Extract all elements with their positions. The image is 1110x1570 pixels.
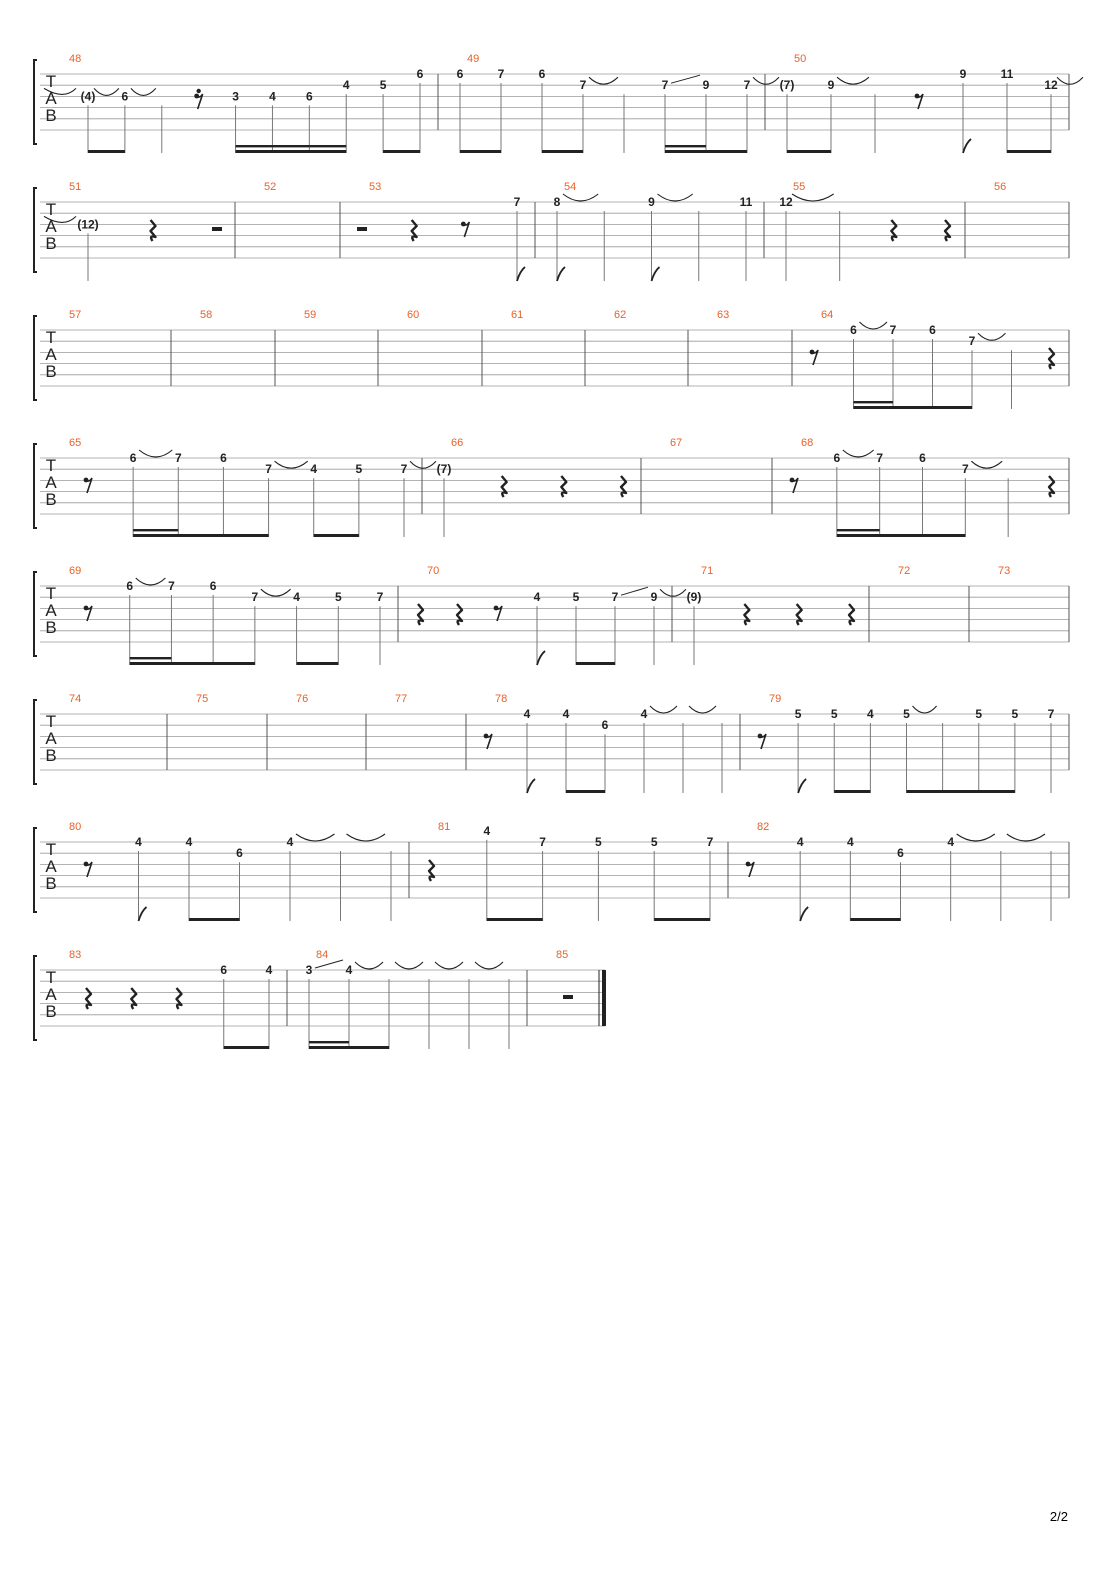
measure-number: 74: [69, 693, 82, 705]
fret-number: 7: [579, 78, 587, 93]
fret-number: 7: [251, 590, 259, 605]
tab-clef-letter: A: [45, 345, 57, 364]
measure-number: 79: [769, 693, 782, 705]
measure-78: [484, 693, 722, 793]
tie-arc: [94, 88, 119, 95]
quarter-rest: [561, 476, 566, 497]
fret-number: 6: [416, 67, 424, 81]
measure-number: 67: [670, 437, 683, 449]
slide-line: [315, 960, 343, 968]
measure-65: [69, 437, 436, 537]
tie-arc: [650, 706, 677, 713]
tab-clef-letter: A: [45, 89, 57, 108]
quarter-rest: [151, 220, 156, 241]
fret-number: 6: [305, 89, 313, 104]
beam: [236, 150, 347, 153]
measure-70: [418, 565, 686, 665]
measure-73: [998, 565, 1010, 577]
beam: [88, 150, 125, 153]
tab-clef-letter: T: [45, 712, 57, 731]
measure-number: 61: [511, 309, 524, 321]
fret-number: 7: [661, 78, 669, 93]
beam: [837, 534, 966, 537]
fret-number: 6: [126, 579, 134, 593]
beam: [314, 534, 359, 537]
tie-arc: [957, 834, 995, 841]
fret-number: 6: [236, 846, 243, 861]
measure-number: 53: [369, 181, 382, 193]
tab-clef-letter: A: [45, 473, 57, 492]
measure-56: [994, 181, 1006, 193]
measure-84: [306, 949, 509, 1049]
fret-number: 9: [959, 67, 967, 81]
eighth-flag: [800, 907, 808, 921]
tab-clef-letter: T: [45, 200, 57, 219]
tie-arc: [753, 77, 779, 84]
fret-number: (4): [80, 89, 96, 104]
beam: [224, 1046, 269, 1049]
beam: [460, 150, 501, 153]
measure-number: 56: [994, 181, 1007, 193]
fret-number: 4: [269, 89, 276, 104]
tie-arc: [589, 77, 618, 84]
tie-arc: [139, 450, 172, 457]
eighth-flag: [139, 907, 147, 921]
measure-number: 72: [898, 565, 911, 577]
tab-clef-letter: B: [45, 490, 57, 509]
fret-number: 6: [833, 451, 841, 465]
tie-arc: [395, 962, 423, 969]
measure-59: [304, 309, 316, 321]
sixteenth-beam: [130, 657, 172, 659]
quarter-rest: [457, 604, 462, 625]
measure-58: [200, 309, 212, 321]
measure-61: [511, 309, 523, 321]
measure-48: [44, 53, 424, 153]
quarter-rest: [412, 220, 417, 241]
measure-80: [69, 821, 391, 921]
sixteenth-beam: [133, 529, 178, 531]
beam: [487, 918, 543, 921]
eighth-flag: [517, 267, 525, 281]
quarter-rest: [797, 604, 802, 625]
measure-67: [670, 437, 682, 449]
tie-arc: [435, 962, 463, 969]
tab-clef-letter: A: [45, 217, 57, 236]
fret-number: (7): [436, 462, 452, 477]
tie-arc: [658, 194, 693, 201]
measure-53: [357, 181, 525, 281]
system-bracket: [34, 316, 37, 400]
tab-clef-letter: A: [45, 729, 57, 748]
measure-number: 78: [495, 693, 508, 705]
beam: [787, 150, 831, 153]
fret-number: (9): [686, 590, 702, 605]
quarter-rest: [621, 476, 626, 497]
measure-number: 82: [757, 821, 770, 833]
fret-number: (7): [779, 78, 795, 93]
tab-clef-letter: B: [45, 874, 57, 893]
measure-75: [196, 693, 208, 705]
measure-54: [554, 181, 753, 281]
tie-arc: [843, 450, 874, 457]
tab-clef-letter: T: [45, 72, 57, 91]
fret-number: 4: [310, 462, 318, 477]
measure-number: 85: [556, 949, 569, 961]
fret-number: 7: [743, 78, 751, 93]
fret-number: 4: [867, 707, 874, 721]
tie-arc: [355, 962, 383, 969]
sixteenth-rest-dot: [196, 89, 200, 93]
quarter-rest: [502, 476, 507, 497]
fret-number: 12: [1044, 78, 1058, 93]
beam: [189, 918, 240, 921]
measure-number: 66: [451, 437, 464, 449]
measure-55: [779, 181, 950, 281]
tab-clef-letter: A: [45, 985, 57, 1004]
fret-number: 7: [168, 579, 175, 593]
half-rest: [212, 227, 222, 231]
beam: [1007, 150, 1051, 153]
fret-number: 7: [513, 195, 521, 209]
beam: [850, 918, 900, 921]
fret-number: 7: [400, 462, 408, 477]
tie-arc: [275, 461, 308, 468]
tab-clef-letter: B: [45, 1002, 57, 1021]
tab-system: [34, 53, 1083, 153]
half-rest: [563, 995, 573, 999]
fret-number: 11: [1000, 67, 1014, 81]
beam: [130, 662, 255, 665]
tab-clef-letter: T: [45, 840, 57, 859]
tab-system: [34, 949, 606, 1049]
tab-system: [34, 181, 1069, 281]
measure-60: [407, 309, 419, 321]
fret-number: 4: [342, 78, 350, 93]
tie-arc: [660, 589, 686, 596]
fret-number: (12): [77, 217, 99, 232]
eighth-flag: [557, 267, 565, 281]
measure-number: 81: [438, 821, 451, 833]
quarter-rest: [1049, 348, 1054, 369]
measure-number: 80: [69, 821, 82, 833]
fret-number: 9: [827, 78, 835, 93]
measure-83: [69, 949, 273, 1049]
tie-arc: [792, 194, 834, 201]
fret-number: 3: [305, 963, 313, 977]
fret-number: 5: [379, 78, 387, 93]
measure-number: 58: [200, 309, 213, 321]
fret-number: 6: [456, 67, 464, 81]
slide-line: [621, 587, 648, 595]
measure-71: [687, 565, 854, 665]
measure-number: 68: [801, 437, 814, 449]
measure-68: [790, 437, 1054, 537]
fret-number: 7: [497, 67, 505, 81]
fret-number: 4: [796, 835, 804, 849]
fret-number: 7: [1047, 707, 1055, 721]
tie-arc: [136, 578, 166, 585]
measure-number: 77: [395, 693, 408, 705]
fret-number: 5: [595, 835, 602, 849]
fret-number: 4: [185, 835, 193, 849]
fret-number: 4: [846, 835, 854, 849]
eighth-flag: [963, 139, 971, 153]
measure-62: [614, 309, 626, 321]
fret-number: 5: [975, 707, 983, 721]
beam: [309, 1046, 389, 1049]
quarter-rest: [891, 220, 896, 241]
fret-number: 7: [539, 835, 546, 849]
fret-number: 5: [794, 707, 802, 721]
fret-number: 6: [220, 451, 227, 465]
fret-number: 6: [209, 579, 217, 593]
fret-number: 5: [334, 590, 342, 605]
fret-number: 6: [538, 67, 546, 81]
system-bracket: [34, 700, 37, 784]
fret-number: 4: [293, 590, 300, 605]
quarter-rest: [177, 988, 182, 1009]
tab-clef-letter: T: [45, 968, 57, 987]
beam: [297, 662, 339, 665]
half-rest: [357, 227, 367, 231]
measure-77: [395, 693, 407, 705]
beam: [383, 150, 420, 153]
measure-49: [457, 53, 779, 153]
fret-number: 7: [889, 323, 897, 337]
measure-74: [69, 693, 81, 705]
tab-system: [34, 565, 1069, 665]
page-number: 2/2: [1049, 1509, 1068, 1524]
measure-number: 71: [701, 565, 714, 577]
measure-number: 64: [821, 309, 834, 321]
fret-number: 8: [553, 195, 561, 209]
measure-69: [69, 565, 384, 665]
tie-arc: [296, 834, 335, 841]
system-bracket: [34, 444, 37, 528]
fret-number: 4: [640, 707, 648, 721]
tab-clef-letter: A: [45, 857, 57, 876]
tab-clef-letter: T: [45, 328, 57, 347]
quarter-rest: [418, 604, 423, 625]
tab-clef-letter: B: [45, 746, 57, 765]
tab-clef-letter: B: [45, 106, 57, 125]
sixteenth-beam: [236, 145, 273, 147]
measure-number: 65: [69, 437, 82, 449]
eighth-flag: [798, 779, 806, 793]
measure-72: [898, 565, 910, 577]
measure-number: 60: [407, 309, 420, 321]
measure-number: 50: [794, 53, 807, 65]
tie-arc: [131, 88, 156, 95]
fret-number: 6: [220, 963, 228, 977]
eighth-flag: [652, 267, 660, 281]
measure-number: 75: [196, 693, 209, 705]
measure-number: 84: [316, 949, 329, 961]
tab-system: [34, 821, 1069, 921]
measure-50: [780, 53, 1083, 153]
system-bracket: [34, 60, 37, 144]
fret-number: 9: [648, 195, 655, 209]
tie-arc: [1057, 77, 1083, 84]
fret-number: 7: [876, 451, 884, 465]
quarter-rest: [744, 604, 749, 625]
tie-arc: [971, 461, 1002, 468]
measure-number: 54: [564, 181, 577, 193]
eighth-flag: [527, 779, 535, 793]
system-bracket: [34, 828, 37, 912]
system-bracket: [34, 188, 37, 272]
measure-number: 59: [304, 309, 317, 321]
measure-79: [758, 693, 1055, 793]
quarter-rest: [1049, 476, 1054, 497]
measure-76: [296, 693, 308, 705]
sixteenth-beam: [665, 145, 706, 147]
tab-system: [34, 309, 1069, 409]
measure-57: [69, 309, 81, 321]
tie-arc: [563, 194, 598, 201]
fret-number: 4: [562, 707, 570, 721]
sixteenth-beam: [272, 145, 309, 147]
fret-number: 9: [650, 590, 658, 605]
measure-82: [746, 821, 1051, 921]
tab-clef-letter: T: [45, 584, 57, 603]
fret-number: 5: [650, 835, 658, 849]
measure-52: [264, 181, 276, 193]
measure-81: [429, 821, 714, 921]
tab-clef-letter: A: [45, 601, 57, 620]
fret-number: 6: [850, 323, 857, 337]
beam: [542, 150, 583, 153]
tie-arc: [410, 461, 436, 468]
fret-number: 7: [961, 462, 969, 477]
quarter-rest: [131, 988, 136, 1009]
tab-clef-letter: B: [45, 618, 57, 637]
fret-number: 6: [121, 89, 129, 104]
fret-number: 4: [286, 835, 294, 849]
slide-line: [671, 75, 700, 83]
tab-system: [34, 693, 1069, 793]
sixteenth-beam: [854, 401, 894, 403]
fret-number: 5: [1011, 707, 1019, 721]
eighth-flag: [537, 651, 545, 665]
beam: [133, 534, 268, 537]
fret-number: 4: [533, 590, 541, 605]
measure-number: 52: [264, 181, 277, 193]
tie-arc: [261, 589, 291, 596]
tie-arc: [475, 962, 503, 969]
beam: [834, 790, 870, 793]
measure-51: [44, 181, 222, 281]
measure-63: [717, 309, 729, 321]
measure-number: 51: [69, 181, 82, 193]
fret-number: 7: [265, 462, 272, 477]
measure-number: 83: [69, 949, 82, 961]
fret-number: 7: [376, 590, 384, 605]
beam: [665, 150, 747, 153]
tie-arc: [978, 333, 1006, 340]
quarter-rest: [945, 220, 950, 241]
fret-number: 4: [947, 835, 955, 849]
measure-number: 73: [998, 565, 1011, 577]
tie-arc: [913, 706, 937, 713]
fret-number: 5: [572, 590, 580, 605]
tab-clef-letter: B: [45, 234, 57, 253]
beam: [907, 790, 1015, 793]
tab-clef-letter: B: [45, 362, 57, 381]
measure-number: 63: [717, 309, 730, 321]
beam: [566, 790, 605, 793]
fret-number: 12: [779, 195, 793, 209]
fret-number: 4: [135, 835, 142, 849]
tie-arc: [347, 834, 386, 841]
fret-number: 3: [232, 89, 239, 104]
fret-number: 6: [919, 451, 926, 465]
sixteenth-beam: [309, 145, 346, 147]
fret-number: 5: [830, 707, 838, 721]
fret-number: 9: [702, 78, 710, 93]
fret-number: 6: [129, 451, 137, 465]
sixteenth-beam: [837, 529, 880, 531]
fret-number: 4: [483, 823, 491, 838]
fret-number: 7: [706, 835, 714, 849]
fret-number: 4: [523, 707, 531, 721]
fret-number: 7: [611, 590, 619, 605]
quarter-rest: [86, 988, 91, 1009]
beam: [576, 662, 615, 665]
measure-number: 55: [793, 181, 806, 193]
tab-clef-letter: T: [45, 456, 57, 475]
measure-number: 49: [467, 53, 480, 65]
system-bracket: [34, 956, 37, 1040]
tab-system: [34, 437, 1069, 537]
final-barline-thick: [602, 970, 606, 1026]
fret-number: 7: [968, 334, 976, 349]
tie-arc: [860, 322, 888, 329]
fret-number: 11: [739, 195, 753, 209]
quarter-rest: [849, 604, 854, 625]
tie-arc: [689, 706, 716, 713]
beam: [854, 406, 973, 409]
quarter-rest: [429, 860, 434, 881]
sixteenth-beam: [309, 1041, 349, 1043]
measure-number: 76: [296, 693, 309, 705]
measure-number: 62: [614, 309, 627, 321]
fret-number: 6: [601, 718, 609, 733]
fret-number: 4: [265, 963, 273, 977]
fret-number: 5: [903, 707, 910, 721]
fret-number: 6: [897, 846, 904, 861]
fret-number: 6: [929, 323, 936, 337]
tie-arc: [837, 77, 869, 84]
fret-number: 7: [174, 451, 182, 465]
system-bracket: [34, 572, 37, 656]
fret-number: 5: [355, 462, 363, 477]
measure-64: [810, 309, 1054, 409]
measure-66: [437, 437, 626, 537]
measure-number: 70: [427, 565, 440, 577]
measure-number: 69: [69, 565, 82, 577]
measure-number: 57: [69, 309, 82, 321]
measure-number: 48: [69, 53, 82, 65]
tie-arc: [1007, 834, 1045, 841]
fret-number: 4: [345, 963, 353, 977]
beam: [654, 918, 710, 921]
